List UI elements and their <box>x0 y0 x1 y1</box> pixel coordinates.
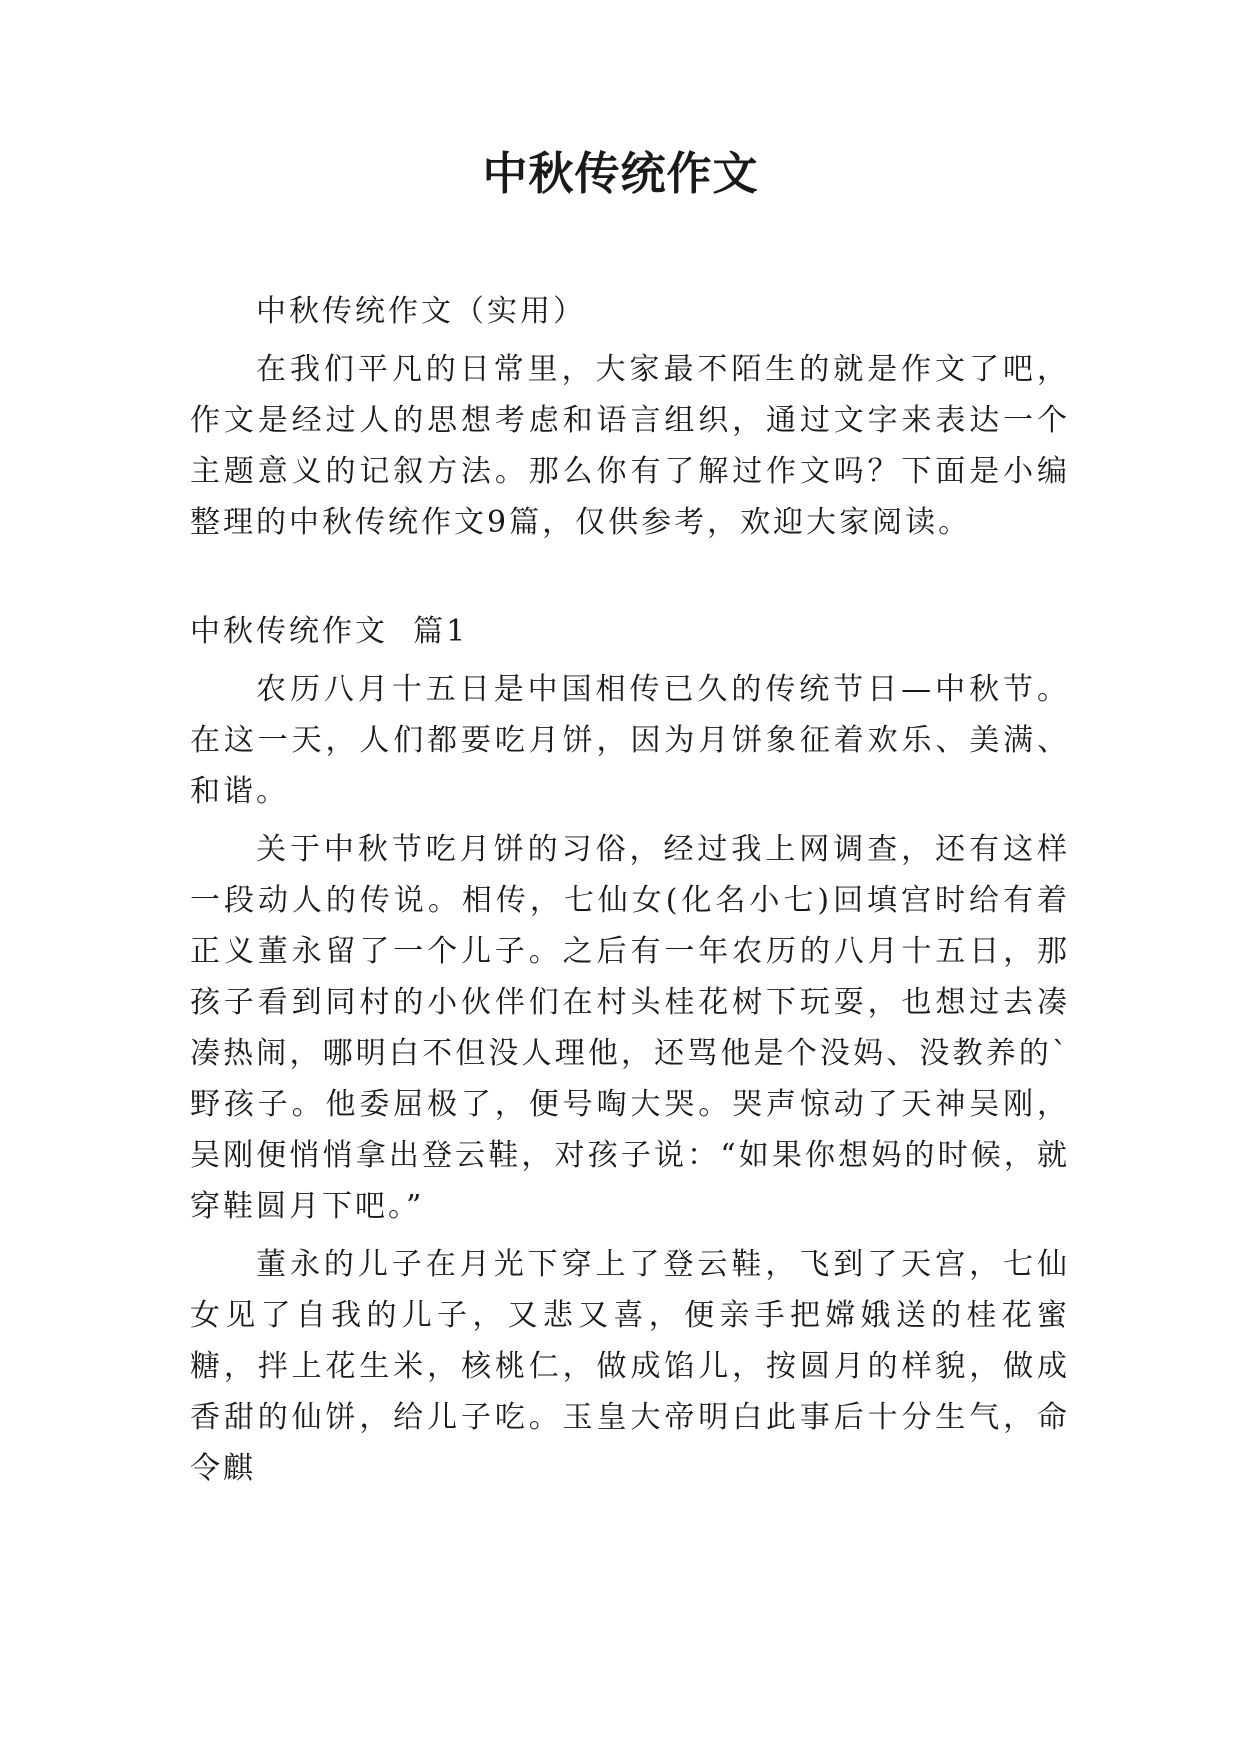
section-heading: 中秋传统作文 篇1 <box>190 614 469 649</box>
document-subtitle: 中秋传统作文（实用） <box>256 294 586 329</box>
section-paragraph: 董永的儿子在月光下穿上了登云鞋，飞到了天宫，七仙女见了自我的儿子，又悲又喜，便亲手把嫦娥送的桂花蜜糖，拌上花生米，核桃仁，做成馅儿，按圆月的样貌，做成香甜的仙饼，给儿子吃。玉皇大帝明白此事后十分生气，命令麒 <box>190 1247 1070 1486</box>
document-body <box>190 286 1070 1501</box>
section-paragraph: 农历八月十五日是中国相传已久的传统节日—中秋节。在这一天，人们都要吃月饼，因为月饼象征着欢乐、美满、和谐。 <box>190 672 1070 809</box>
intro-paragraph: 在我们平凡的日常里，大家最不陌生的就是作文了吧，作文是经过人的思想考虑和语言组织，通过文字来表达一个主题意义的记叙方法。那么你有了解过作文吗？下面是小编整理的中秋传统作文9篇，仅供参考，欢迎大家阅读。 <box>190 352 1070 540</box>
document-title: 中秋传统作文 <box>482 147 759 200</box>
section-paragraph: 关于中秋节吃月饼的习俗，经过我上网调查，还有这样一段动人的传说。相传，七仙女(化名小七)回填宫时给有着正义董永留了一个儿子。之后有一年农历的八月十五日，那孩子看到同村的小伙伴们在村头桂花树下玩耍，也想过去凑凑热闹，哪明白不但没人理他，还骂他是个没妈、没教养的`野孩子。他委屈极了，便号啕大哭。哭声惊动了天神吴刚，吴刚便悄悄拿出登云鞋，对孩子说：“如果你想妈的时候，就穿鞋圆月下吧。” <box>190 832 1070 1224</box>
